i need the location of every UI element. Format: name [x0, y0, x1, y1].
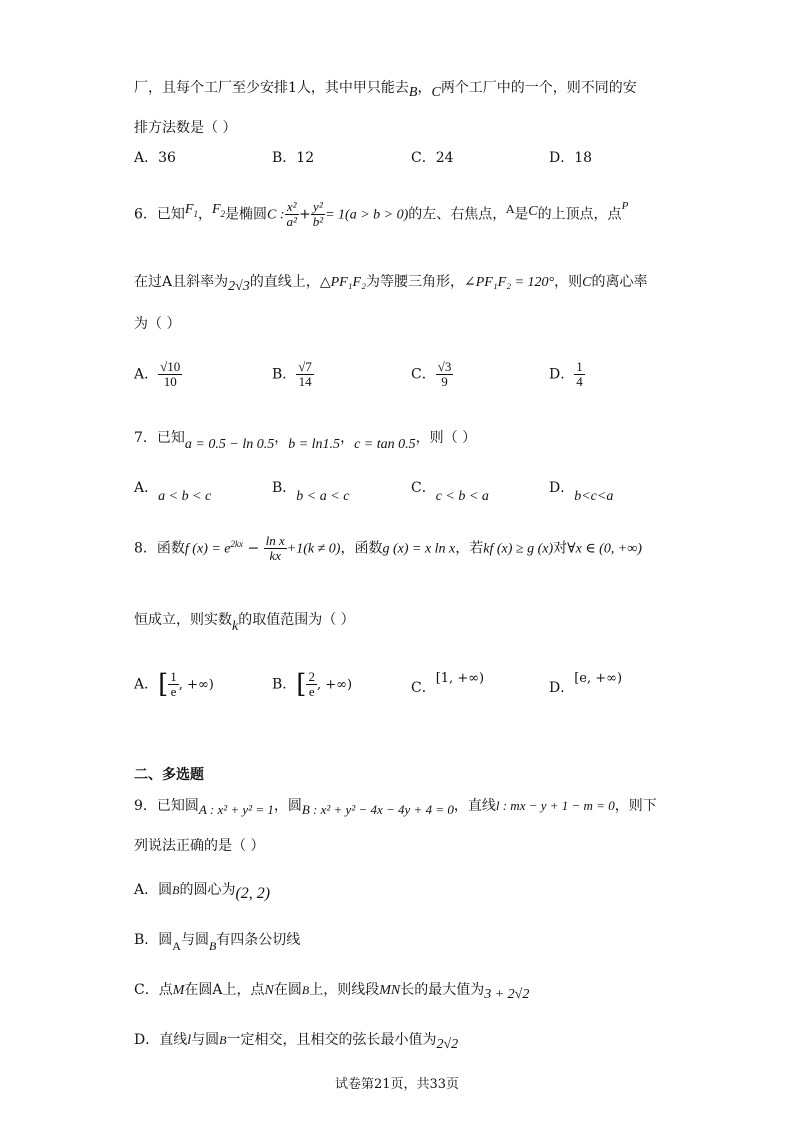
q5-option-c[interactable]: C．24: [411, 150, 454, 166]
q6-frac-y: $\frac{\text{y²}}{\text{b²}}$: [312, 199, 324, 229]
q8-inequality: kf (x) ≥ g (x): [483, 541, 554, 557]
q9-line1: 9．已知圆A : x² + y² = 1，圆B : x² + y² − 4x − 4y + 4 = 0，直线l : mx − y + 1 − m = 0，则下: [134, 798, 657, 817]
q7-option-b[interactable]: B．b < a < c: [272, 480, 350, 504]
q5-line1: [134, 78, 637, 99]
q6-option-a[interactable]: A． $\frac{√10}{10}$: [134, 359, 181, 389]
q6-angle: ∠PF₁F₂ = 120°: [463, 275, 555, 290]
q6-option-c[interactable]: C． $\frac{√3}{9}$: [411, 359, 452, 389]
q9-option-c[interactable]: C．点M在圆A上，点N在圆B上，则线段MN长的最大值为3 + 2√2: [134, 982, 530, 1002]
q8-f-expr: f (x) = e: [184, 541, 231, 557]
q6-f2: F: [211, 201, 221, 217]
q8-line1: 8．函数f $(x) = e^{2kx}$ − $\frac{\text{ln x}}{kx}$ +1(k ≠ 0)，函数g (x) = x ln x，若kf (x) ≥ g (x)对∀x ∈ (0, +∞): [134, 533, 642, 564]
q6-line1: 6．已知$F_1$，$F_2$是椭圆C : $\frac{\text{x²}}{\text{a²}}$ + $\frac{\text{y²}}{\text{b²}}$ = 1(a > b > 0)的左、右焦点，$^A$是C的上顶点，点$^P$: [134, 199, 629, 229]
q7-c-expr: c = tan 0.5: [354, 437, 416, 452]
q9-option-b[interactable]: B．圆A与圆B有四条公切线: [134, 932, 301, 953]
q7-option-a[interactable]: A．a < b < c: [134, 480, 212, 504]
q5-sep: ，: [417, 80, 432, 96]
q6-line3: 为（ ）: [134, 316, 181, 332]
q9-option-d[interactable]: D．直线l与圆B一定相交，且相交的弦长最小值为2√2: [134, 1032, 459, 1052]
q8-line2: 恒成立，则实数k的取值范围为（ ）: [134, 612, 355, 634]
q5-factory-c: C: [431, 85, 441, 100]
q9-circle-b: B : x² + y² − 4x − 4y + 4 = 0: [301, 802, 454, 817]
q5-option-a[interactable]: A．36: [134, 150, 176, 166]
q7-line1: 7．已知a = 0.5 − ln 0.5，b = ln1.5，c = tan 0.5，则（ ）: [134, 430, 477, 452]
q8-option-a[interactable]: A．[ $\frac{1}{e}$ , +∞): [134, 669, 214, 700]
q5-text-end: 两个工厂中的一个，则不同的安: [440, 80, 637, 96]
q8-option-b[interactable]: B．[ $\frac{2}{e}$ , +∞): [272, 669, 353, 700]
q8-forall: ∀x ∈ (0, +∞): [567, 541, 642, 557]
q9-option-a[interactable]: A．圆B的圆心为(2, 2): [134, 882, 271, 902]
q7-option-c[interactable]: C．c < b < a: [411, 480, 489, 504]
q9-line-l: l : mx − y + 1 − m = 0: [495, 798, 615, 813]
q5-factory-b: B: [408, 85, 418, 100]
q6-frac-x: $\frac{\text{x²}}{\text{a²}}$: [286, 199, 297, 229]
q6-ellipse-eq: = 1(a > b > 0): [325, 207, 409, 223]
q6-point-p: P: [621, 199, 629, 212]
q8-g-expr: g (x) = x ln x: [382, 541, 456, 557]
q5-option-b[interactable]: B．12: [272, 150, 315, 166]
page-footer: 试卷第21页，共33页: [334, 1077, 460, 1092]
q6-option-b[interactable]: B． $\frac{√7}{14}$: [272, 359, 312, 389]
q6-point-a: A: [506, 202, 515, 216]
q6-line2: 在过A且斜率为2√3的直线上，△PF₁F₂为等腰三角形，∠PF₁F₂ = 120°，则C的离心率: [134, 274, 648, 294]
q7-option-d[interactable]: D．b<c<a: [549, 480, 614, 504]
q9-circle-a: A : x² + y² = 1: [198, 802, 274, 817]
section-title-multi-choice: 二、多选题: [134, 767, 204, 783]
q9-line2: 列说法正确的是（ ）: [134, 838, 265, 854]
q7-b-expr: b = ln1.5: [288, 437, 341, 452]
q8-k: k: [232, 619, 239, 634]
q8-option-c[interactable]: C．[1, +∞): [411, 671, 485, 696]
q6-f1: F: [184, 201, 194, 217]
q6-slope: 2√3: [228, 279, 250, 294]
q7-a-expr: a = 0.5 − ln 0.5: [184, 437, 275, 452]
q6-ellipse-c: C :: [267, 207, 285, 223]
q5-text: 厂，且每个工厂至少安排1人，其中甲只能去: [134, 80, 409, 96]
q6-option-d[interactable]: D． $\frac{1}{4}$: [549, 359, 583, 389]
q8-frac: $\frac{\text{ln x}}{kx}$: [265, 533, 285, 564]
q8-option-d[interactable]: D．[e, +∞): [549, 671, 623, 696]
q5-line2: 排方法数是（ ）: [134, 120, 237, 136]
q5-option-d[interactable]: D．18: [549, 150, 593, 166]
q6-triangle: △PF₁F₂: [319, 275, 366, 290]
